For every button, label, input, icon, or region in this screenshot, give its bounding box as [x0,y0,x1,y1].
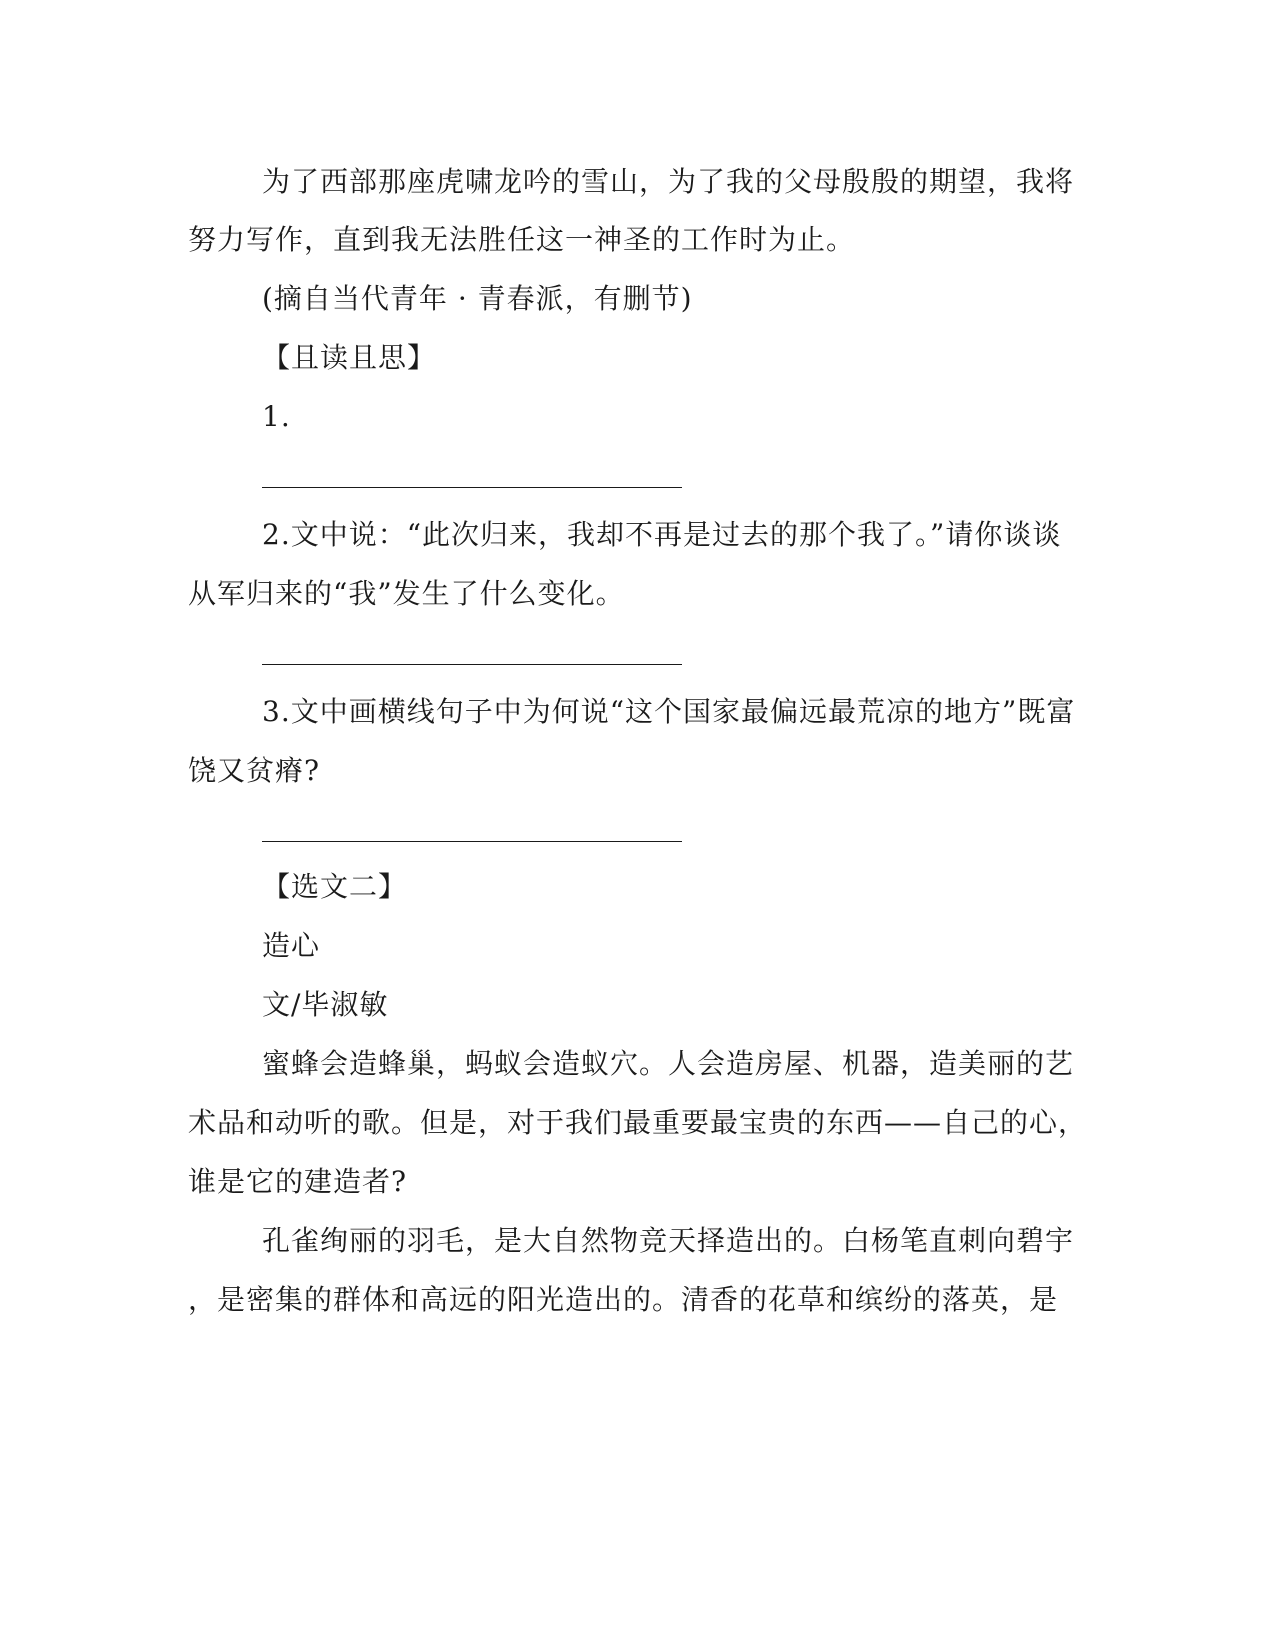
paragraph-line: ，是密集的群体和高远的阳光造出的。清香的花草和缤纷的落英，是 [188,1283,1059,1316]
paragraph-line: 为了西部那座虎啸龙吟的雪山，为了我的父母殷殷的期望，我将 [262,165,1075,198]
question-text: 2.文中说：“此次归来，我却不再是过去的那个我了。”请你谈谈 [262,518,1062,551]
question-text: 3.文中画横线句子中为何说“这个国家最偏远最荒凉的地方”既富 [262,695,1076,728]
question-text: 饶又贫瘠? [188,754,321,787]
article-title: 造心 [262,929,321,962]
section-heading: 【选文二】 [262,870,408,903]
paragraph-line: 蜜蜂会造蜂巢，蚂蚁会造蚁穴。人会造房屋、机器，造美丽的艺 [262,1047,1075,1080]
paragraph-line: 努力写作，直到我无法胜任这一神圣的工作时为止。 [188,223,856,256]
answer-blank-line [262,487,682,488]
paragraph-line: 谁是它的建造者? [188,1165,408,1198]
paragraph-line: 术品和动听的歌。但是，对于我们最重要最宝贵的东西——自己的心， [188,1106,1088,1139]
question-number: 1. [262,400,291,433]
section-heading: 【且读且思】 [262,341,437,374]
answer-blank-line [262,841,682,842]
paragraph-line: 孔雀绚丽的羽毛，是大自然物竞天择造出的。白杨笔直刺向碧宇 [262,1224,1075,1257]
question-text: 从军归来的“我”发生了什么变化。 [188,577,625,610]
answer-blank-line [262,664,682,665]
source-citation: (摘自当代青年 · 青春派，有删节) [262,282,693,315]
article-author: 文/毕淑敏 [262,988,389,1021]
